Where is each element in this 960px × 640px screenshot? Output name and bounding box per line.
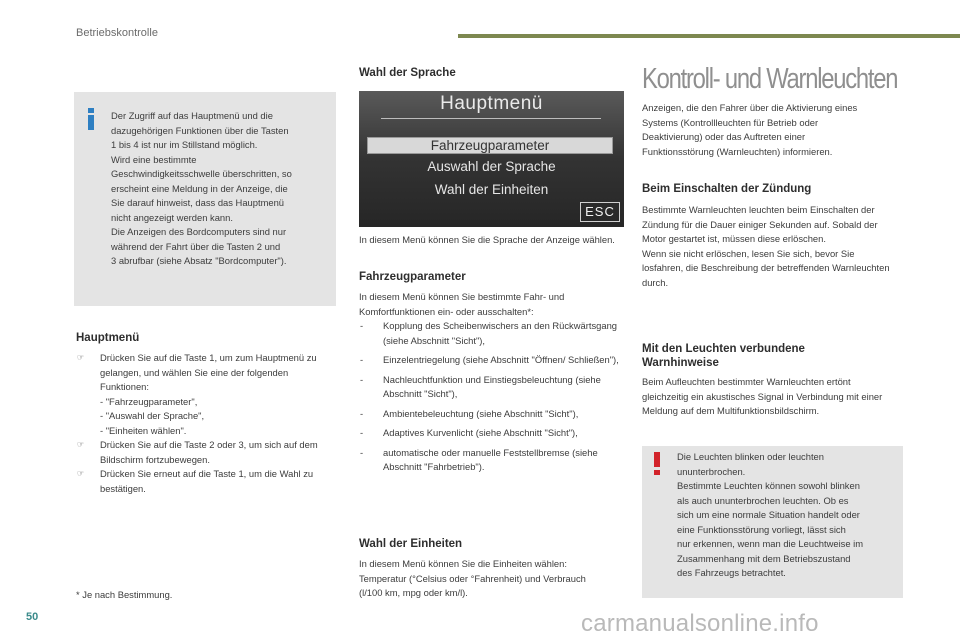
arrow-bullet-icon: ☞ xyxy=(77,440,85,449)
menu-item-sprache[interactable]: Auswahl der Sprache xyxy=(427,159,556,174)
menu-divider xyxy=(381,118,601,119)
kontroll-intro: Anzeigen, die den Fahrer über die Aktivierung eines Systems (Kontrollleuchten für Betrieb oder Deaktivierung) oder das Auftreten einer Funktionsstörung (Warnleuchten) informieren. xyxy=(642,102,858,157)
warning-box-text xyxy=(677,450,895,581)
section-title: Betriebskontrolle xyxy=(76,27,158,39)
list-item: - Adaptives Kurvenlicht (siehe Abschnitt "Sicht"), xyxy=(359,426,625,441)
list-item: - Kopplung des Scheibenwischers an den Rückwärtsgang (siehe Abschnitt "Sicht"), xyxy=(359,319,625,348)
page-title: Kontroll- und Warnleuchten xyxy=(642,63,898,95)
option-line: - "Fahrzeugparameter", xyxy=(100,395,198,407)
step-item xyxy=(76,351,338,438)
warn-line: als auch ununterbrochen leuchten. Ob es xyxy=(677,494,849,506)
sprache-caption: In diesem Menü können Sie die Sprache der Anzeige wählen. xyxy=(359,234,615,245)
info-line: Sie darauf hinweist, dass das Hauptmenü xyxy=(111,197,285,208)
zuendung-text-2: Wenn sie nicht erlöschen, lesen Sie sich, bevor Sie losfahren, die Beschreibung der betreffenden Warnleuchten durch. xyxy=(642,247,890,288)
einheiten-text: In diesem Menü können Sie die Einheiten wählen: Temperatur (°Celsius oder °Fahrenheit) und Verbrauch (l/100 km, mpg oder km/l). xyxy=(359,558,586,598)
warn-line: Die Leuchten blinken oder leuchten xyxy=(677,451,824,462)
esc-button[interactable]: ESC xyxy=(580,202,620,222)
list-item: - Ambientebeleuchtung (siehe Abschnitt "Sicht"), xyxy=(359,407,625,422)
option-line: - "Einheiten wählen". xyxy=(100,424,187,436)
step-text: Drücken Sie auf die Taste 1, um zum Hauptmenü zu gelangen, und wählen Sie eine der folgenden Funktionen: xyxy=(100,352,317,392)
info-line: Der Zugriff auf das Hauptmenü und die xyxy=(111,110,273,121)
list-item: - automatische oder manuelle Feststellbremse (siehe Abschnitt "Fahrbetrieb"). xyxy=(359,446,625,475)
step-item xyxy=(76,467,338,496)
info-line: Wird eine bestimmte xyxy=(111,153,197,165)
hauptmenu-screen xyxy=(359,91,624,227)
zuendung-heading: Beim Einschalten der Zündung xyxy=(642,183,812,195)
watermark: carmanualsonline.info xyxy=(581,610,819,637)
warn-line: eine Funktionsstörung vorliegt, lässt sich xyxy=(677,523,846,535)
warn-line: Zusammenhang mit dem Betriebszustand xyxy=(677,552,851,564)
fahrzeug-intro: In diesem Menü können Sie bestimmte Fahr- und Komfortfunktionen ein- oder ausschalten*: xyxy=(359,291,565,317)
info-line: erscheint eine Meldung in der Anzeige, die xyxy=(111,182,288,194)
exclamation-icon xyxy=(652,452,662,476)
info-line: während der Fahrt über die Tasten 2 und xyxy=(111,240,281,252)
fahrzeug-body xyxy=(359,290,625,480)
list-item: - Nachleuchtfunktion und Einstiegsbeleuchtung (siehe Abschnitt "Sicht"), xyxy=(359,373,625,402)
list-item: - Einzelentriegelung (siehe Abschnitt "Öffnen/ Schließen"), xyxy=(359,353,625,368)
warn-line: sich um eine normale Situation handelt oder xyxy=(677,509,860,520)
info-line: 1 bis 4 ist nur im Stillstand möglich. xyxy=(111,139,258,150)
option-line: - "Auswahl der Sprache", xyxy=(100,410,205,421)
menu-title: Hauptmenü xyxy=(440,93,543,114)
sprache-heading: Wahl der Sprache xyxy=(359,67,456,79)
info-line: Die Anzeigen des Bordcomputers sind nur xyxy=(111,226,287,237)
info-line: nicht angezeigt werden kann. xyxy=(111,211,233,223)
warnhinweise-heading-line: Mit den Leuchten verbundene xyxy=(642,343,805,355)
hauptmenu-steps xyxy=(76,351,338,496)
zuendung-text-1: Bestimmte Warnleuchten leuchten beim Einschalten der Zündung für die Dauer einiger Sekunden auf. Sobald der Motor gestartet ist, müssen diese erlöschen. xyxy=(642,204,878,244)
step-item xyxy=(76,438,338,467)
arrow-bullet-icon: ☞ xyxy=(77,353,85,362)
step-text: Drücken Sie erneut auf die Taste 1, um die Wahl zu bestätigen. xyxy=(100,468,314,494)
warn-line: nur erkennen, wenn man die Leuchtweise im xyxy=(677,538,864,549)
warnhinweise-heading-line: Warnhinweise xyxy=(642,357,719,369)
warn-line: des Fahrzeugs betrachtet. xyxy=(677,567,786,578)
warn-line: Bestimmte Leuchten können sowohl blinken xyxy=(677,480,860,491)
footnote: * Je nach Bestimmung. xyxy=(76,589,173,600)
header-accent-bar xyxy=(458,34,960,38)
menu-item-fahrzeugparameter[interactable]: Fahrzeugparameter xyxy=(367,137,613,154)
warnhinweise-text: Beim Aufleuchten bestimmter Warnleuchten ertönt gleichzeitig ein akustisches Signal in Verbindung mit einer Meldung auf dem Multifunktionsbildschirm. xyxy=(642,376,883,416)
menu-item-einheiten[interactable]: Wahl der Einheiten xyxy=(434,182,549,197)
zuendung-body xyxy=(642,203,898,290)
page-number: 50 xyxy=(26,611,39,623)
warnhinweise-heading xyxy=(642,342,805,370)
step-text: Drücken Sie auf die Taste 2 oder 3, um sich auf dem Bildschirm fortzubewegen. xyxy=(100,439,318,465)
info-line: dazugehörigen Funktionen über die Tasten xyxy=(111,124,289,136)
hauptmenu-heading: Hauptmenü xyxy=(76,332,140,344)
info-line: Geschwindigkeitsschwelle überschritten, so xyxy=(111,168,292,179)
info-icon xyxy=(86,108,96,130)
arrow-bullet-icon: ☞ xyxy=(77,469,85,478)
info-box-text xyxy=(111,109,326,269)
warn-line: ununterbrochen. xyxy=(677,465,746,477)
einheiten-heading: Wahl der Einheiten xyxy=(359,538,463,550)
fahrzeug-heading: Fahrzeugparameter xyxy=(359,271,466,283)
info-line: 3 abrufbar (siehe Absatz "Bordcomputer"). xyxy=(111,255,287,266)
